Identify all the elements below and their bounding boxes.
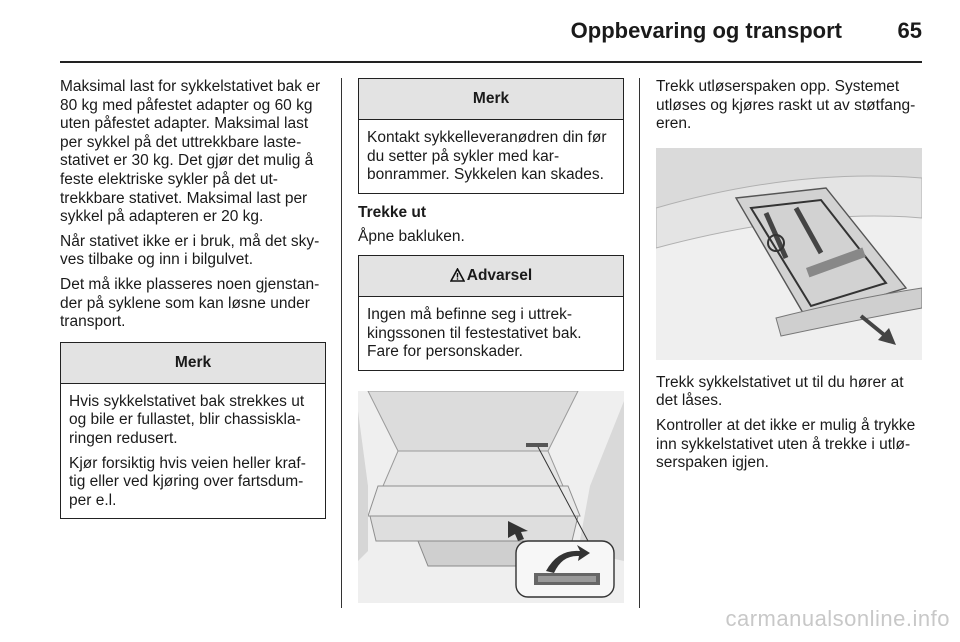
car-rear-illustration (358, 391, 624, 603)
warning-paragraph: Ingen må befinne seg i uttrekkingssonen til festestativet bak. Fare for personskader. (367, 305, 582, 361)
column-middle (358, 78, 624, 603)
warning-heading-row (359, 256, 623, 297)
note-paragraph: Hvis sykkelstativet bak strekkes ut og bile er fullastet, blir chassisklaringen redusert. (69, 392, 305, 447)
note-box-clearance (60, 342, 326, 520)
page-number: 65 (897, 18, 922, 43)
warning-box (358, 255, 624, 371)
paragraph-check-lock: Kontroller at det ikke er mulig å trykke inn sykkelstativet uten å trekke i utløserspaken igjen. (656, 416, 916, 472)
note-paragraph: Kontakt sykkelleveranødren din før du setter på sykler med karbonrammer. Sykkelen kan skades. (367, 129, 607, 184)
paragraph-no-objects: Det må ikke plasseres noen gjenstander på syklene som kan løsne under transport. (60, 275, 320, 331)
paragraph-pull-out: Trekk sykkelstativet ut til du hører at det låses. (656, 373, 904, 410)
warning-body (359, 297, 623, 370)
note-body (61, 384, 325, 519)
paragraph-max-load: Maksimal last for sykkelstativet bak er 80 kg med påfestet adapter og 60 kg uten påfestet adapter. Maksimal last per sykkel på det uttrekkbare lastestativet er 30 kg. Det gjør det mulig å feste elektriske sykler på det uttrekkbare stativet. Maksimal last per sykkel på adapteren er 20 kg. (60, 78, 321, 226)
page-title: Oppbevaring og transport (570, 18, 842, 43)
note-heading: Merk (61, 343, 325, 384)
note-paragraph: Kjør forsiktig hvis veien heller kraftig eller ved kjøring over fartsdumper e.l. (69, 454, 306, 509)
section-subheading: Trekke ut (358, 203, 427, 221)
warning-heading: Advarsel (466, 266, 533, 284)
header-rule (60, 61, 922, 63)
column-divider (639, 78, 640, 608)
figure-tailgate-release (358, 391, 624, 603)
column-left (60, 78, 326, 519)
paragraph-not-in-use: Når stativet ikke er i bruk, må det skyves tilbake og inn i bilgulvet. (60, 232, 320, 269)
paragraph-open-tailgate: Åpne bakluken. (358, 228, 465, 246)
note-box-carbon (358, 78, 624, 194)
figure-rack-extension (656, 148, 922, 360)
paragraph-pull-lever: Trekk utløserspaken opp. Systemet utløses og kjøres raskt ut av støtfangeren. (656, 78, 916, 133)
note-body (359, 120, 623, 193)
page-header (60, 14, 922, 62)
column-divider (341, 78, 342, 608)
warning-triangle-icon (450, 268, 465, 282)
column-right (656, 78, 922, 479)
note-heading: Merk (359, 79, 623, 120)
bike-rack-illustration (656, 148, 922, 360)
watermark: carmanualsonline.info (725, 606, 950, 631)
